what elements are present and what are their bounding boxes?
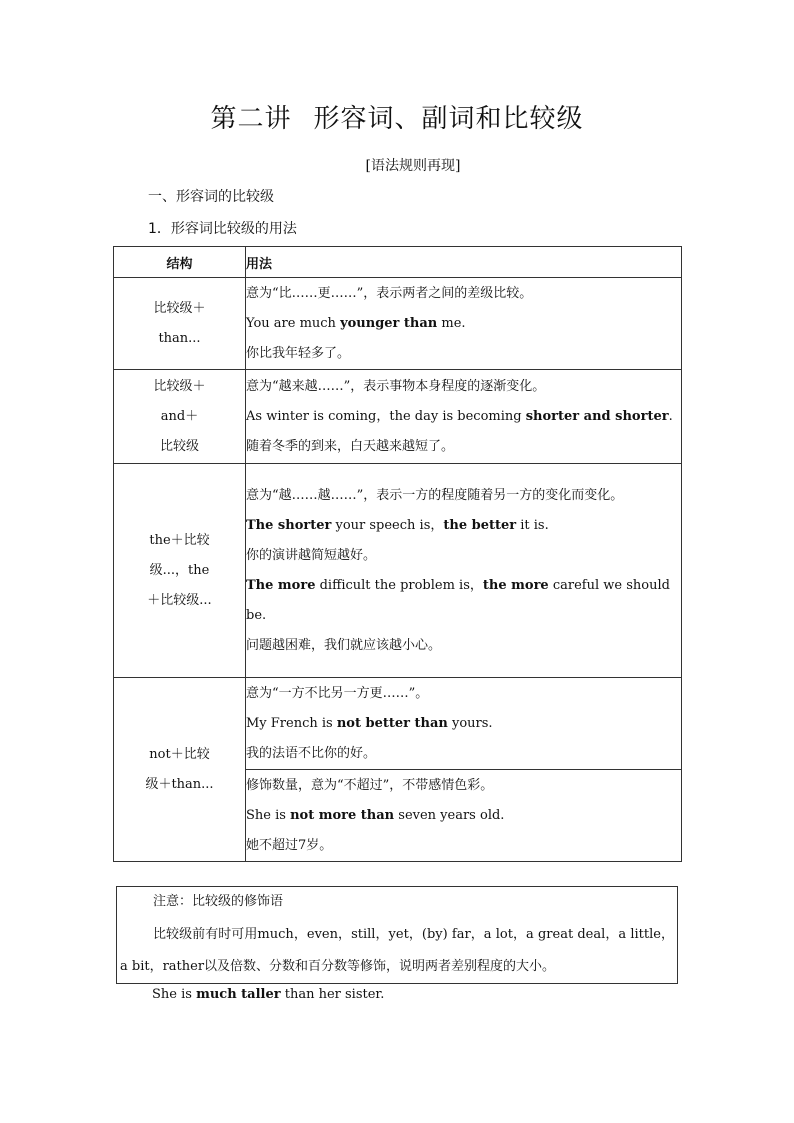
usage-text: 意为“越来越……”，表示事物本身程度的逐渐变化。 xyxy=(246,378,546,394)
structure-cell xyxy=(114,464,246,678)
translation-text: 你的演讲越简短越好。 xyxy=(246,547,377,563)
example-sentence: The shorter your speech is，the better it is. xyxy=(246,517,549,533)
example-sentence: She is not more than seven years old. xyxy=(246,807,505,823)
structure-line: not＋比较 xyxy=(149,746,210,762)
example-sentence: She is much taller than her sister. xyxy=(152,987,385,1002)
usage-cell xyxy=(246,678,682,770)
translation-text: 你比我年轻多了。 xyxy=(246,345,351,361)
structure-cell xyxy=(114,678,246,862)
usage-cell xyxy=(246,370,682,464)
example-sentence: As winter is coming，the day is becoming shorter and shorter. xyxy=(246,408,673,424)
structure-line: than... xyxy=(158,330,201,346)
subsection-heading: 1．形容词比较级的用法 xyxy=(148,221,297,237)
structure-line: 比较级＋ xyxy=(153,378,206,394)
comparative-usage-table xyxy=(113,246,682,862)
structure-line: ＋比较级... xyxy=(147,592,212,608)
structure-line: and＋ xyxy=(160,408,199,424)
usage-cell xyxy=(246,770,682,862)
structure-cell xyxy=(114,278,246,370)
translation-text: 随着冬季的到来，白天越来越短了。 xyxy=(246,438,455,454)
structure-line: the＋比较 xyxy=(149,532,210,548)
usage-cell xyxy=(246,464,682,678)
note-title: 注意：比较级的修饰语 xyxy=(153,894,284,909)
translation-text: 问题越困难，我们就应该越小心。 xyxy=(246,637,442,653)
table-row xyxy=(114,370,682,464)
subtitle: [语法规则再现] xyxy=(365,158,461,174)
note-box xyxy=(116,886,678,984)
header-usage: 用法 xyxy=(246,247,682,278)
translation-text: 我的法语不比你的好。 xyxy=(246,745,377,761)
structure-line: 级...，the xyxy=(149,562,210,578)
table-row xyxy=(114,464,682,678)
table-header-row xyxy=(114,247,682,278)
usage-text: 修饰数量，意为“不超过”，不带感情色彩。 xyxy=(246,777,494,793)
structure-cell xyxy=(114,370,246,464)
page-title xyxy=(0,98,794,135)
usage-text: 意为“一方不比另一方更……”。 xyxy=(246,685,429,701)
header-structure: 结构 xyxy=(114,247,246,278)
usage-cell xyxy=(246,278,682,370)
example-sentence: The more difficult the problem is，the more careful we should be. xyxy=(246,577,670,623)
structure-line: 比较级＋ xyxy=(153,300,206,316)
structure-line: 比较级 xyxy=(159,438,199,454)
title-part-1: 第二讲 xyxy=(210,104,292,134)
section-heading: 一、形容词的比较级 xyxy=(148,189,274,205)
usage-text: 意为“越……越……”，表示一方的程度随着另一方的变化而变化。 xyxy=(246,487,624,503)
table-row xyxy=(114,278,682,370)
structure-line: 级＋than... xyxy=(145,776,214,792)
title-part-2: 形容词、副词和比较级 xyxy=(313,104,584,134)
table-row xyxy=(114,678,682,770)
usage-text: 意为“比……更……”，表示两者之间的差级比较。 xyxy=(246,285,533,301)
example-sentence: You are much younger than me. xyxy=(246,315,466,331)
note-body: 比较级前有时可用much，even，still，yet，(by) far，a lot，a great deal，a little，a bit，rather以及倍数、分数和百分数等修饰，说明两者差别程度的大小。 xyxy=(120,927,674,974)
translation-text: 她不超过7岁。 xyxy=(246,837,333,853)
example-sentence: My French is not better than yours. xyxy=(246,715,493,731)
